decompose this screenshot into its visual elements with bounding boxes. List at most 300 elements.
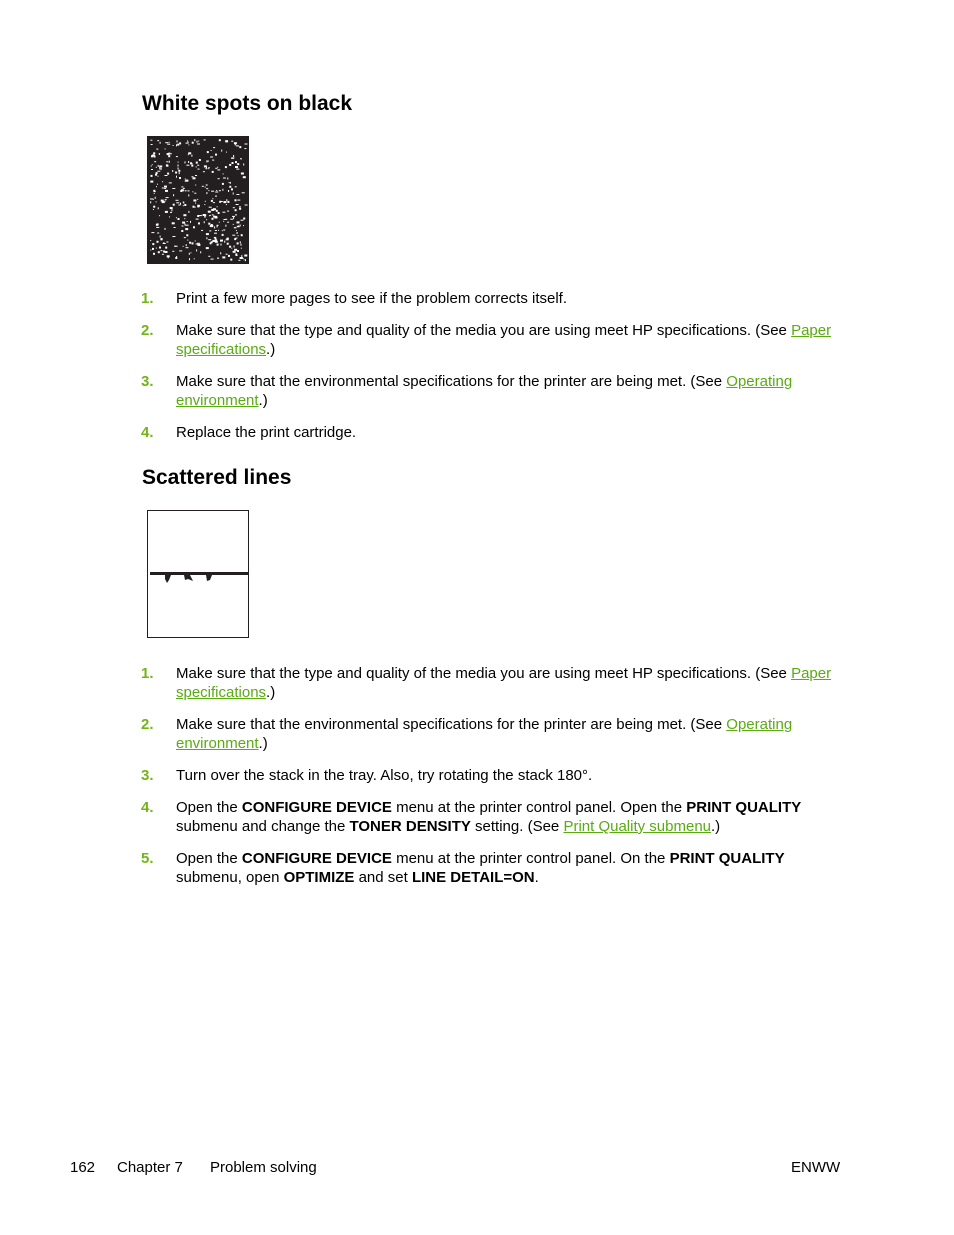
white-spot	[197, 205, 198, 207]
step-number: 3.	[141, 373, 154, 390]
white-spot	[209, 167, 210, 168]
white-spot	[233, 207, 235, 208]
white-spot	[174, 227, 176, 228]
white-spot	[194, 193, 196, 194]
step-text: .)	[258, 735, 268, 752]
white-spot	[169, 216, 170, 217]
white-spot	[186, 234, 188, 236]
white-spot	[156, 186, 157, 187]
white-spot	[208, 256, 210, 257]
white-spot	[238, 225, 239, 227]
white-spot	[196, 219, 199, 220]
white-spot	[231, 158, 234, 159]
white-spot	[207, 151, 209, 153]
white-spot	[179, 250, 182, 251]
step-number: 5.	[141, 850, 154, 867]
white-spot	[193, 177, 196, 179]
menu-name: PRINT QUALITY	[686, 799, 802, 816]
white-spot	[165, 247, 167, 249]
white-spot	[241, 220, 244, 221]
white-spot	[239, 146, 241, 148]
white-spot	[165, 142, 168, 143]
footer-chapter-title: Problem solving	[210, 1159, 317, 1176]
white-spot	[237, 242, 239, 244]
white-spot	[213, 147, 215, 148]
menu-name: CONFIGURE DEVICE	[241, 799, 392, 816]
white-spot	[185, 190, 187, 191]
list-item	[0, 715, 954, 753]
white-spot	[215, 196, 217, 197]
white-spot	[178, 218, 180, 220]
step-text: menu at the printer control panel. Open the	[391, 799, 687, 816]
white-spot	[240, 241, 241, 243]
white-spot	[211, 224, 213, 226]
white-spot	[207, 161, 209, 162]
white-spots-steps	[0, 289, 954, 442]
white-spot	[177, 140, 178, 142]
white-spot	[211, 259, 214, 260]
white-spot	[231, 188, 233, 190]
white-spot	[241, 234, 243, 236]
white-spot	[150, 140, 152, 141]
white-spot	[227, 243, 229, 245]
white-spot	[223, 201, 226, 203]
white-spot	[178, 168, 179, 170]
white-spot	[231, 141, 233, 142]
white-spot	[159, 167, 160, 169]
white-spot	[241, 255, 242, 257]
white-spot	[229, 182, 230, 183]
white-spot	[172, 251, 174, 252]
white-spot	[192, 191, 193, 192]
step-text: setting. (See	[470, 818, 564, 835]
white-spot	[215, 168, 217, 169]
white-spot	[188, 190, 190, 191]
white-spot	[219, 222, 220, 223]
white-spot	[206, 185, 208, 186]
white-spot	[184, 218, 185, 219]
white-spot	[180, 203, 181, 205]
white-spot	[170, 207, 173, 209]
white-spot	[234, 246, 235, 248]
white-spot	[152, 243, 154, 245]
white-spot	[206, 188, 208, 189]
list-item	[0, 798, 954, 836]
white-spot	[223, 173, 224, 174]
white-spot	[224, 219, 226, 220]
white-spot	[193, 226, 195, 228]
white-spot	[219, 139, 221, 141]
white-spot	[175, 172, 177, 174]
white-spot	[167, 173, 169, 175]
white-spot	[220, 240, 223, 242]
white-spot	[150, 201, 151, 203]
white-spot	[183, 188, 185, 189]
white-spot	[179, 172, 180, 174]
white-spot	[163, 242, 164, 243]
white-spot	[212, 171, 214, 173]
white-spot	[209, 215, 210, 216]
white-spot	[235, 161, 237, 163]
white-spot	[178, 170, 180, 172]
white-spot	[217, 206, 218, 207]
white-spot	[188, 194, 189, 196]
section-title-white-spots: White spots on black	[142, 92, 353, 115]
white-spot	[167, 255, 170, 257]
white-spot	[189, 242, 191, 244]
white-spot	[214, 233, 217, 234]
white-spot	[185, 181, 188, 182]
white-spot	[179, 142, 181, 144]
white-spot	[243, 218, 245, 220]
white-spot	[233, 251, 236, 253]
white-spot	[222, 256, 225, 258]
white-spot	[172, 236, 175, 237]
white-spot	[202, 186, 204, 187]
list-item	[0, 372, 954, 410]
white-spot	[232, 235, 235, 236]
step-text: Make sure that the type and quality of the media you are using meet HP specifications. (See	[176, 322, 792, 339]
white-spot	[166, 161, 168, 162]
white-spot	[212, 240, 215, 242]
white-spot	[155, 197, 156, 199]
step-text: menu at the printer control panel. On the	[391, 850, 670, 867]
white-spot	[167, 144, 170, 145]
step-text: Replace the print cartridge.	[176, 424, 357, 441]
white-spot	[225, 225, 226, 227]
white-spot	[210, 157, 213, 158]
white-spot	[235, 166, 238, 168]
white-spot	[229, 246, 231, 248]
white-spot	[176, 202, 179, 203]
white-spot	[197, 165, 199, 166]
white-spot	[237, 200, 240, 201]
white-spot	[198, 222, 200, 224]
white-spot	[227, 238, 229, 240]
white-spot	[240, 257, 243, 259]
white-spot	[188, 144, 189, 145]
white-spot	[213, 208, 216, 210]
paper-specifications-link[interactable]: Paper specifications	[176, 665, 832, 701]
white-spot	[208, 239, 211, 240]
setting-name: TONER DENSITY	[349, 818, 471, 835]
white-spot	[206, 237, 207, 239]
list-item	[0, 321, 954, 359]
white-spot	[164, 186, 167, 188]
white-spot	[204, 221, 205, 223]
white-spot	[236, 255, 238, 256]
white-spot	[193, 206, 195, 208]
white-spot	[179, 177, 181, 179]
white-spot	[190, 221, 191, 223]
white-spot	[192, 242, 194, 244]
white-spot	[206, 219, 207, 220]
white-spot	[235, 227, 237, 228]
white-spot	[188, 154, 189, 155]
white-spot	[229, 164, 231, 166]
white-spot	[220, 252, 221, 254]
white-spot	[204, 139, 206, 140]
white-spot	[220, 201, 223, 202]
white-spot	[216, 190, 217, 191]
white-spot	[166, 197, 169, 198]
white-spot	[201, 230, 203, 231]
white-spot	[229, 186, 231, 188]
white-spot	[186, 225, 189, 226]
white-spot	[185, 161, 186, 163]
white-spot	[168, 155, 170, 157]
white-spot	[185, 228, 188, 230]
white-spot	[222, 189, 223, 191]
white-spot	[176, 156, 178, 157]
white-spot	[206, 192, 207, 194]
white-spot	[196, 166, 197, 167]
white-spot	[243, 225, 244, 226]
white-spot	[190, 252, 191, 253]
white-spot	[183, 246, 184, 247]
white-spot	[199, 159, 201, 161]
white-spot	[191, 165, 193, 167]
white-spot	[231, 248, 232, 249]
operating-environment-link[interactable]: Operating environment	[176, 373, 793, 409]
white-spot	[195, 203, 196, 204]
white-spot	[226, 199, 227, 201]
white-spot	[178, 162, 179, 163]
white-spot	[217, 244, 219, 246]
white-spot	[173, 204, 175, 206]
list-item	[0, 289, 954, 308]
step-text: and set	[354, 869, 412, 886]
white-spot	[235, 238, 237, 239]
white-spot	[236, 145, 239, 146]
white-spot	[157, 241, 159, 243]
white-spot	[173, 145, 174, 146]
list-item	[0, 766, 954, 785]
step-text: Print a few more pages to see if the problem corrects itself.	[176, 290, 568, 307]
white-spot	[172, 222, 175, 224]
white-spot	[169, 182, 172, 183]
white-spot	[162, 254, 164, 255]
white-spot	[225, 166, 227, 168]
white-spot	[245, 205, 248, 206]
white-spot	[216, 210, 218, 212]
white-spot	[165, 148, 166, 149]
white-spot	[159, 247, 161, 249]
white-spot	[199, 215, 202, 216]
white-spot	[156, 248, 157, 249]
white-spot	[235, 186, 237, 187]
white-spot	[223, 178, 226, 179]
white-spot	[196, 249, 197, 251]
white-spot	[197, 199, 198, 200]
step-number: 4.	[141, 799, 154, 816]
step-text: Make sure that the type and quality of the media you are using meet HP specifications. (See	[176, 665, 792, 682]
white-spot	[183, 214, 186, 216]
print-quality-submenu-link[interactable]: Print Quality submenu	[563, 818, 712, 835]
white-spot	[241, 173, 244, 175]
white-spot	[235, 199, 237, 201]
white-spot	[238, 260, 240, 261]
white-spot	[212, 218, 214, 220]
page-number: 162	[70, 1159, 96, 1176]
white-spot	[227, 211, 229, 212]
white-spot	[156, 149, 158, 150]
white-spot	[228, 255, 230, 257]
white-spot	[157, 140, 158, 141]
white-spot	[178, 165, 179, 167]
white-spot	[151, 155, 153, 157]
white-spot	[230, 182, 231, 184]
white-spot	[158, 165, 159, 167]
white-spot	[184, 237, 186, 238]
white-spot	[162, 181, 163, 182]
white-spot	[181, 186, 183, 187]
white-spot	[211, 150, 212, 151]
step-text: Open the	[176, 799, 242, 816]
white-spot	[211, 191, 214, 192]
white-spot	[160, 238, 162, 240]
white-spot	[151, 169, 153, 170]
white-spot	[175, 246, 178, 247]
white-spot	[208, 211, 211, 213]
white-spot	[150, 240, 151, 241]
white-spot	[181, 189, 184, 191]
white-spot	[211, 200, 213, 202]
white-spot	[205, 201, 206, 202]
white-spot	[215, 230, 217, 231]
white-spot	[214, 227, 215, 229]
white-spot	[221, 150, 222, 152]
operating-environment-link[interactable]: Operating environment	[176, 716, 793, 752]
white-spot	[158, 176, 159, 177]
white-spot	[153, 209, 154, 210]
setting-name: LINE DETAIL=ON	[411, 869, 535, 886]
white-spot	[163, 243, 166, 244]
white-spot	[176, 217, 177, 218]
white-spot	[186, 244, 187, 246]
white-spot	[186, 165, 189, 166]
white-spot	[244, 255, 247, 257]
white-spot	[226, 152, 227, 153]
white-spot	[171, 209, 172, 211]
step-text: Make sure that the environmental specifications for the printer are being met. (See	[176, 716, 727, 733]
white-spots-sample-image	[147, 136, 249, 264]
list-item	[0, 423, 954, 442]
white-spot	[195, 241, 196, 242]
white-spot	[243, 258, 244, 259]
white-spot	[209, 207, 212, 208]
white-spot	[196, 244, 198, 245]
step-number: 1.	[141, 665, 154, 682]
paper-specifications-link[interactable]: Paper specifications	[176, 322, 832, 358]
step-text: Turn over the stack in the tray. Also, try rotating the stack 180°.	[176, 767, 593, 784]
white-spot	[215, 154, 217, 156]
white-spot	[227, 201, 229, 203]
step-text: submenu and change the	[176, 818, 350, 835]
white-spot	[244, 259, 245, 260]
step-number: 3.	[141, 767, 154, 784]
white-spot	[151, 232, 154, 233]
white-spot	[173, 194, 174, 196]
white-spot	[221, 244, 222, 246]
step-text: .)	[266, 341, 276, 358]
white-spot	[217, 167, 218, 168]
white-spot	[228, 190, 229, 192]
white-spot	[159, 215, 160, 216]
white-spot	[211, 241, 213, 243]
white-spot	[210, 225, 211, 227]
white-spot	[232, 162, 234, 164]
white-spot	[215, 217, 218, 219]
white-spot	[158, 251, 160, 253]
menu-name: PRINT QUALITY	[669, 850, 785, 867]
white-spot	[223, 230, 225, 231]
white-spot	[236, 169, 239, 170]
white-spot	[165, 228, 166, 230]
list-item	[0, 664, 954, 702]
list-item	[0, 849, 954, 887]
white-spot	[172, 188, 175, 189]
white-spot	[208, 223, 210, 225]
white-spot	[197, 144, 200, 145]
white-spot	[212, 198, 213, 199]
white-spot	[185, 224, 186, 226]
white-spot	[160, 236, 161, 238]
menu-name: OPTIMIZE	[283, 869, 355, 886]
step-text: submenu, open	[176, 869, 284, 886]
white-spot	[208, 190, 209, 191]
step-text: .	[534, 869, 539, 886]
white-spot	[195, 175, 197, 176]
white-spot	[226, 254, 228, 255]
white-spot	[165, 190, 168, 192]
white-spot	[156, 227, 159, 228]
white-spot	[188, 142, 189, 143]
white-spot	[215, 239, 217, 241]
white-spot	[165, 251, 168, 253]
white-spot	[197, 215, 199, 217]
white-spot	[212, 160, 214, 161]
white-spot	[242, 192, 245, 193]
white-spot	[238, 235, 239, 236]
white-spot	[205, 168, 207, 169]
white-spot	[234, 142, 237, 144]
white-spot	[218, 212, 220, 214]
white-spot	[225, 140, 228, 142]
scattered-lines-sample-image	[147, 510, 249, 638]
white-spot	[187, 240, 188, 241]
white-spot	[239, 208, 241, 210]
step-text: .)	[266, 684, 276, 701]
white-spot	[237, 163, 239, 165]
white-spot	[218, 230, 219, 231]
white-spot	[197, 244, 200, 246]
white-spot	[195, 207, 196, 208]
white-spot	[222, 183, 224, 185]
white-spot	[169, 161, 170, 163]
white-spot	[203, 214, 206, 216]
white-spot	[176, 256, 177, 257]
white-spot	[187, 221, 188, 222]
white-spot	[236, 194, 239, 195]
white-spot	[196, 162, 198, 164]
white-spot	[154, 191, 156, 192]
white-spot	[233, 217, 234, 219]
white-spot	[245, 259, 246, 261]
white-spot	[206, 247, 209, 249]
white-spot	[198, 169, 200, 170]
white-spot	[172, 170, 173, 172]
